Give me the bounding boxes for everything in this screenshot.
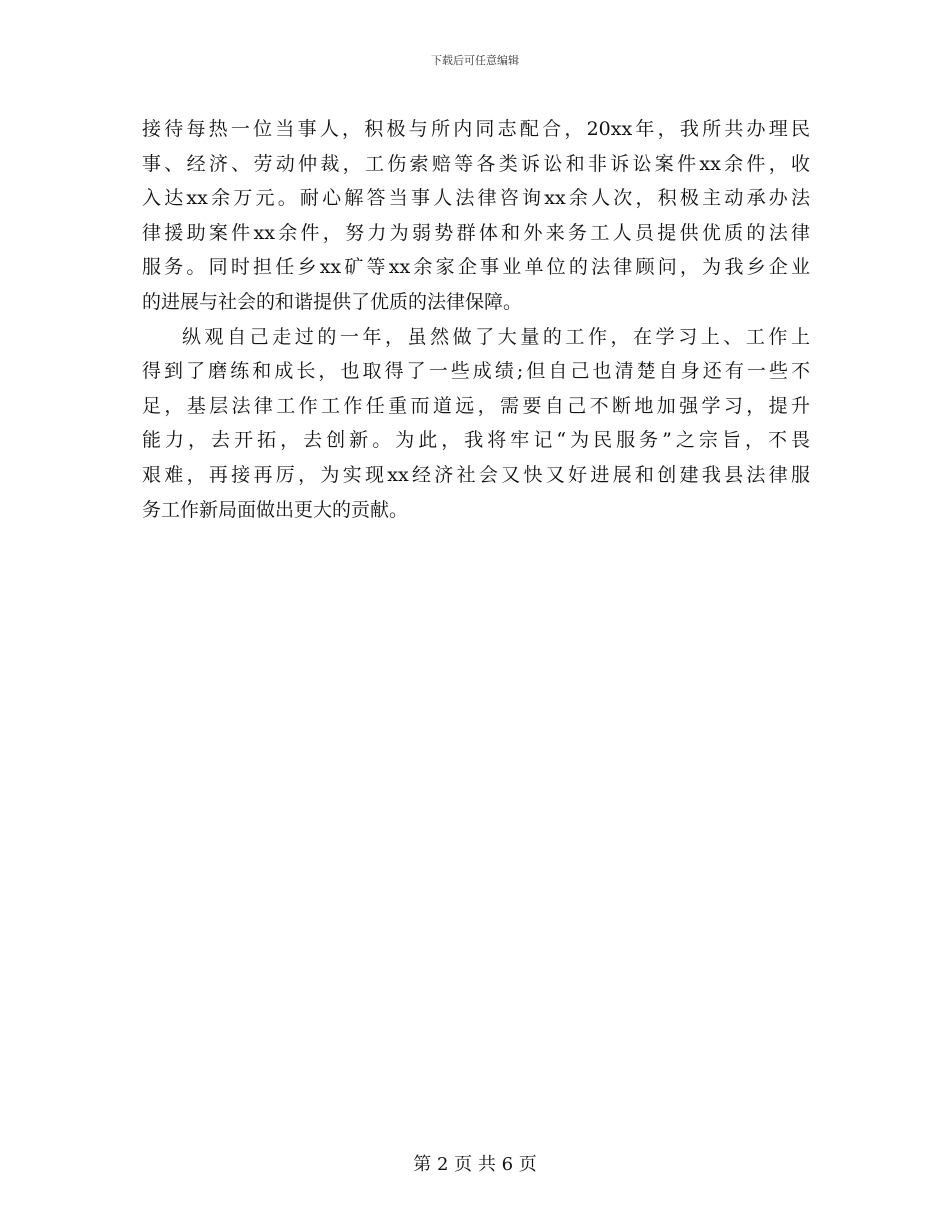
page-header: 下载后可任意编辑 (431, 54, 519, 67)
text-line: 服务。同时担任乡xx矿等xx余家企事业单位的法律顾问，为我乡企业 (142, 256, 810, 279)
text-line: 务工作新局面做出更大的贡献。 (142, 498, 409, 521)
text-line: 艰难，再接再厉，为实现xx经济社会又快又好进展和创建我县法律服 (142, 463, 810, 486)
text-line: 得到了磨练和成长，也取得了一些成绩;但自己也清楚自身还有一些不 (142, 360, 810, 383)
text-line: 入达xx余万元。耐心解答当事人法律咨询xx余人次，积极主动承办法 (142, 187, 810, 210)
text-line: 的进展与社会的和谐提供了优质的法律保障。 (142, 290, 523, 313)
paragraph-2 (142, 320, 810, 528)
text-line: 事、经济、劳动仲裁，工伤索赔等各类诉讼和非诉讼案件xx余件，收 (142, 152, 810, 175)
page-number: 第 2 页 共 6 页 (413, 1154, 537, 1175)
document-body (142, 112, 810, 527)
paragraph-1 (142, 112, 810, 320)
text-line: 纵观自己走过的一年，虽然做了大量的工作，在学习上、工作上 (182, 325, 810, 348)
text-line: 足，基层法律工作工作任重而道远，需要自己不断地加强学习，提升 (142, 394, 810, 417)
text-line: 接待每热一位当事人，积极与所内同志配合，20xx年，我所共办理民 (142, 118, 810, 140)
text-line: 律援助案件xx余件，努力为弱势群体和外来务工人员提供优质的法律 (142, 221, 810, 244)
text-line: 能力，去开拓，去创新。为此，我将牢记“为民服务”之宗旨，不畏 (142, 429, 810, 452)
